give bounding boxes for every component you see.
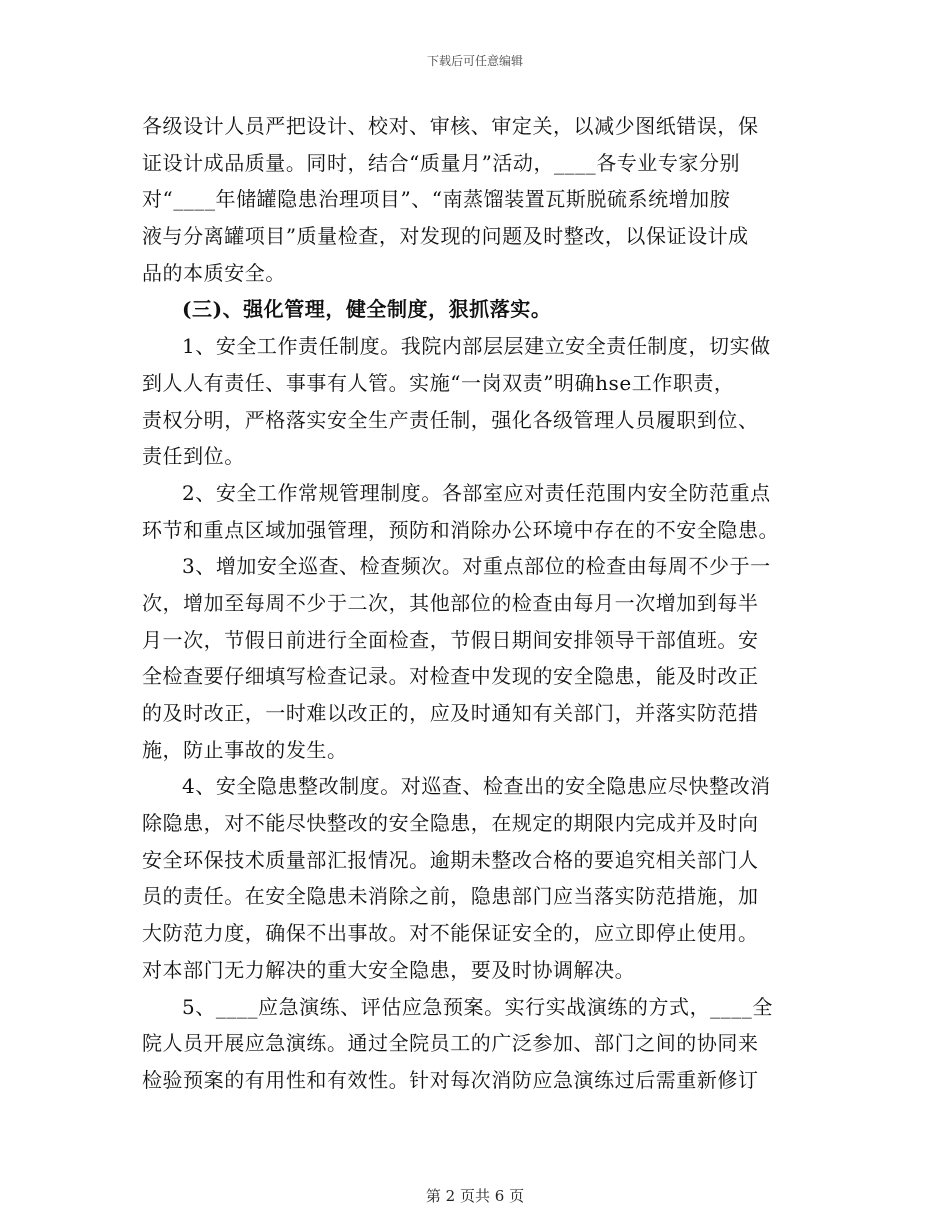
section-heading: (三)、强化管理，健全制度，狠抓落实。: [182, 297, 552, 322]
text-line: 责权分明，严格落实安全生产责任制，强化各级管理人员履职到位、: [142, 407, 759, 432]
document-body: [142, 108, 807, 1099]
text-line: 的及时改正，一时难以改正的，应及时通知有关部门，并落实防范措: [142, 701, 759, 725]
page-footer: 第 2 页共 6 页: [425, 1187, 525, 1205]
text-line: 液与分离罐项目”质量检查，对发现的问题及时整改，以保证设计成: [142, 224, 749, 249]
text-line: 1、安全工作责任制度。我院内部层层建立安全责任制度，切实做: [182, 334, 771, 359]
text-line: 施，防止事故的发生。: [142, 737, 348, 762]
text-line: 证设计成品质量。同时，结合“质量月”活动，____各专业专家分别: [142, 150, 741, 175]
text-line: 员的责任。在安全隐患未消除之前，隐患部门应当落实防范措施，加: [142, 884, 759, 909]
text-line: 次，增加至每周不少于二次，其他部位的检查由每月一次增加到每半: [142, 590, 759, 615]
text-line: 月一次，节假日前进行全面检查，节假日期间安排领导干部值班。安: [142, 627, 759, 652]
text-line: 大防范力度，确保不出事故。对不能保证安全的，应立即停止使用。: [142, 921, 759, 946]
text-line: 各级设计人员严把设计、校对、审核、审定关，以减少图纸错误，保: [142, 114, 759, 138]
text-line: 对“____年储罐隐患治理项目”、“南蒸馏装置瓦斯脱硫系统增加胺: [142, 187, 731, 212]
text-line: 安全环保技术质量部汇报情况。逾期未整改合格的要追究相关部门人: [142, 847, 759, 872]
text-line: 2、安全工作常规管理制度。各部室应对责任范围内安全防范重点: [182, 480, 771, 505]
text-line: 品的本质安全。: [142, 260, 286, 285]
text-line: 责任到位。: [142, 444, 245, 469]
text-line: 除隐患，对不能尽快整改的安全隐患，在规定的期限内完成并及时向: [142, 811, 759, 836]
text-line: 5、____应急演练、评估应急预案。实行实战演练的方式，____全: [182, 994, 773, 1019]
text-line: 院人员开展应急演练。通过全院员工的广泛参加、部门之间的协同来: [142, 1031, 759, 1056]
text-line: 4、安全隐患整改制度。对巡查、检查出的安全隐患应尽快整改消: [182, 774, 771, 799]
text-line: 环节和重点区域加强管理，预防和消除办公环境中存在的不安全隐患。: [142, 517, 780, 542]
text-line: 检验预案的有用性和有效性。针对每次消防应急演练过后需重新修订: [142, 1067, 759, 1092]
text-line: 3、增加安全巡查、检查频次。对重点部位的检查由每周不少于一: [182, 554, 771, 579]
text-line: 对本部门无力解决的重大安全隐患，要及时协调解决。: [142, 957, 636, 982]
text-line: 全检查要仔细填写检查记录。对检查中发现的安全隐患，能及时改正: [142, 664, 759, 689]
text-line: 到人人有责任、事事有人管。实施“一岗双责”明确hse工作职责，: [142, 370, 735, 395]
page-header: 下载后可任意编辑: [426, 54, 523, 68]
